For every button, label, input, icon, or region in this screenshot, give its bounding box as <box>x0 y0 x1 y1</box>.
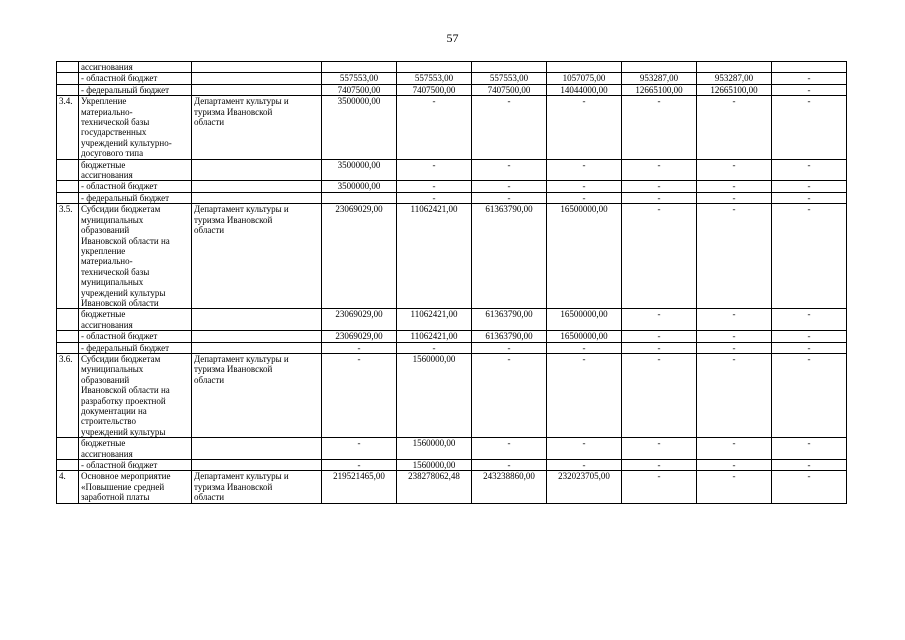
amount-cell: - <box>622 438 697 460</box>
amount-cell: 11062421,00 <box>397 331 472 342</box>
amount-cell: - <box>772 192 847 203</box>
executor-cell <box>192 438 322 460</box>
amount-cell: - <box>697 353 772 437</box>
amount-cell: 12665100,00 <box>697 84 772 95</box>
amount-cell: 557553,00 <box>322 73 397 84</box>
amount-cell: - <box>697 181 772 192</box>
row-number-cell <box>57 331 79 342</box>
amount-cell: - <box>397 192 472 203</box>
executor-cell: Департамент культуры и туризма Ивановской области <box>192 204 322 309</box>
amount-cell: - <box>472 96 547 159</box>
amount-cell: - <box>697 460 772 471</box>
executor-cell: Департамент культуры и туризма Ивановской области <box>192 96 322 159</box>
activity-name-cell: Укрепление материально- технической базы государственных учреждений культурно- досугового типа <box>79 96 192 159</box>
row-number-cell <box>57 342 79 353</box>
table-row <box>57 460 847 471</box>
amount-cell: - <box>697 471 772 503</box>
amount-cell: 16500000,00 <box>547 309 622 331</box>
activity-name-cell: - федеральный бюджет <box>79 342 192 353</box>
amount-cell: 16500000,00 <box>547 204 622 309</box>
amount-cell: 219521465,00 <box>322 471 397 503</box>
table-row <box>57 438 847 460</box>
amount-cell: - <box>472 353 547 437</box>
executor-cell: Департамент культуры и туризма Ивановской области <box>192 353 322 437</box>
row-number-cell <box>57 84 79 95</box>
amount-cell: - <box>397 159 472 181</box>
amount-cell: - <box>772 331 847 342</box>
amount-cell: - <box>697 438 772 460</box>
amount-cell: 3500000,00 <box>322 181 397 192</box>
amount-cell: - <box>547 438 622 460</box>
amount-cell <box>322 192 397 203</box>
amount-cell: 3500000,00 <box>322 96 397 159</box>
table-row <box>57 62 847 73</box>
amount-cell: - <box>547 159 622 181</box>
amount-cell: 557553,00 <box>472 73 547 84</box>
amount-cell: - <box>772 204 847 309</box>
amount-cell: - <box>547 460 622 471</box>
amount-cell: - <box>622 96 697 159</box>
amount-cell: 7407500,00 <box>397 84 472 95</box>
amount-cell: 953287,00 <box>622 73 697 84</box>
amount-cell: - <box>322 438 397 460</box>
amount-cell: - <box>772 84 847 95</box>
executor-cell <box>192 192 322 203</box>
amount-cell: - <box>547 342 622 353</box>
amount-cell: - <box>772 460 847 471</box>
table-row <box>57 204 847 309</box>
amount-cell: 23069029,00 <box>322 331 397 342</box>
amount-cell: - <box>697 159 772 181</box>
amount-cell: - <box>697 192 772 203</box>
amount-cell: 1560000,00 <box>397 353 472 437</box>
executor-cell <box>192 460 322 471</box>
amount-cell: - <box>397 342 472 353</box>
amount-cell: - <box>547 181 622 192</box>
amount-cell: - <box>472 460 547 471</box>
amount-cell: - <box>772 438 847 460</box>
amount-cell: 7407500,00 <box>322 84 397 95</box>
amount-cell: - <box>772 471 847 503</box>
amount-cell: - <box>772 73 847 84</box>
amount-cell: - <box>472 342 547 353</box>
amount-cell: - <box>397 181 472 192</box>
amount-cell: - <box>622 181 697 192</box>
row-number-cell <box>57 309 79 331</box>
amount-cell: - <box>622 353 697 437</box>
table-row <box>57 159 847 181</box>
amount-cell: - <box>472 181 547 192</box>
table-row <box>57 96 847 159</box>
amount-cell: - <box>622 192 697 203</box>
row-number-cell <box>57 159 79 181</box>
executor-cell <box>192 181 322 192</box>
amount-cell: 23069029,00 <box>322 204 397 309</box>
activity-name-cell: - федеральный бюджет <box>79 84 192 95</box>
amount-cell <box>472 62 547 73</box>
table-row <box>57 181 847 192</box>
activity-name-cell: - областной бюджет <box>79 460 192 471</box>
amount-cell: 557553,00 <box>397 73 472 84</box>
row-number-cell <box>57 73 79 84</box>
row-number-cell <box>57 438 79 460</box>
table-row <box>57 331 847 342</box>
amount-cell: 61363790,00 <box>472 331 547 342</box>
amount-cell <box>772 62 847 73</box>
amount-cell: - <box>322 342 397 353</box>
amount-cell: - <box>322 353 397 437</box>
amount-cell: - <box>622 331 697 342</box>
executor-cell: Департамент культуры и туризма Ивановской области <box>192 471 322 503</box>
page-number: 57 <box>446 31 459 45</box>
amount-cell: - <box>397 96 472 159</box>
amount-cell: - <box>472 159 547 181</box>
amount-cell: - <box>772 181 847 192</box>
amount-cell: 11062421,00 <box>397 309 472 331</box>
row-number-cell: 3.6. <box>57 353 79 437</box>
amount-cell: - <box>772 159 847 181</box>
row-number-cell <box>57 460 79 471</box>
amount-cell: - <box>772 342 847 353</box>
amount-cell: - <box>697 342 772 353</box>
budget-table <box>56 61 847 504</box>
amount-cell: 238278062,48 <box>397 471 472 503</box>
executor-cell <box>192 84 322 95</box>
activity-name-cell: - федеральный бюджет <box>79 192 192 203</box>
executor-cell <box>192 159 322 181</box>
amount-cell: - <box>772 309 847 331</box>
amount-cell: - <box>622 159 697 181</box>
amount-cell <box>547 62 622 73</box>
activity-name-cell: - областной бюджет <box>79 73 192 84</box>
executor-cell <box>192 73 322 84</box>
executor-cell <box>192 309 322 331</box>
executor-cell <box>192 62 322 73</box>
executor-cell <box>192 331 322 342</box>
amount-cell: - <box>622 471 697 503</box>
table-row <box>57 73 847 84</box>
amount-cell: - <box>322 460 397 471</box>
amount-cell: - <box>772 96 847 159</box>
amount-cell: 61363790,00 <box>472 309 547 331</box>
amount-cell: 243238860,00 <box>472 471 547 503</box>
table-row <box>57 309 847 331</box>
amount-cell: - <box>547 192 622 203</box>
activity-name-cell: Основное мероприятие «Повышение средней заработной платы <box>79 471 192 503</box>
amount-cell: 1560000,00 <box>397 460 472 471</box>
row-number-cell <box>57 181 79 192</box>
amount-cell: - <box>622 460 697 471</box>
amount-cell <box>397 62 472 73</box>
amount-cell: 953287,00 <box>697 73 772 84</box>
activity-name-cell: бюджетные ассигнования <box>79 309 192 331</box>
activity-name-cell: бюджетные ассигнования <box>79 159 192 181</box>
amount-cell: 23069029,00 <box>322 309 397 331</box>
amount-cell: - <box>622 204 697 309</box>
amount-cell <box>322 62 397 73</box>
amount-cell: - <box>472 192 547 203</box>
executor-cell <box>192 342 322 353</box>
amount-cell: - <box>547 353 622 437</box>
table-row <box>57 471 847 503</box>
amount-cell: 1057075,00 <box>547 73 622 84</box>
row-number-cell: 3.4. <box>57 96 79 159</box>
amount-cell <box>697 62 772 73</box>
table-row <box>57 353 847 437</box>
amount-cell: - <box>772 353 847 437</box>
amount-cell: - <box>622 309 697 331</box>
amount-cell: 14044000,00 <box>547 84 622 95</box>
amount-cell: 232023705,00 <box>547 471 622 503</box>
row-number-cell: 3.5. <box>57 204 79 309</box>
activity-name-cell: Субсидии бюджетам муниципальных образований Ивановской области на укрепление материально- технической базы муниципальных учреждений культуры Ивановской области <box>79 204 192 309</box>
row-number-cell <box>57 62 79 73</box>
activity-name-cell: Субсидии бюджетам муниципальных образований Ивановской области на разработку проектной документации на строительство учреждений культуры <box>79 353 192 437</box>
row-number-cell <box>57 192 79 203</box>
amount-cell: - <box>547 96 622 159</box>
amount-cell: - <box>697 204 772 309</box>
activity-name-cell: ассигнования <box>79 62 192 73</box>
amount-cell: - <box>697 309 772 331</box>
amount-cell: 12665100,00 <box>622 84 697 95</box>
amount-cell: 61363790,00 <box>472 204 547 309</box>
amount-cell: - <box>472 438 547 460</box>
amount-cell: - <box>697 96 772 159</box>
activity-name-cell: - областной бюджет <box>79 181 192 192</box>
amount-cell: 3500000,00 <box>322 159 397 181</box>
amount-cell: 1560000,00 <box>397 438 472 460</box>
amount-cell: - <box>697 331 772 342</box>
amount-cell: - <box>622 342 697 353</box>
row-number-cell: 4. <box>57 471 79 503</box>
amount-cell: 11062421,00 <box>397 204 472 309</box>
amount-cell: 16500000,00 <box>547 331 622 342</box>
amount-cell: 7407500,00 <box>472 84 547 95</box>
table-row <box>57 84 847 95</box>
table-row <box>57 192 847 203</box>
activity-name-cell: - областной бюджет <box>79 331 192 342</box>
table-row <box>57 342 847 353</box>
activity-name-cell: бюджетные ассигнования <box>79 438 192 460</box>
amount-cell <box>622 62 697 73</box>
